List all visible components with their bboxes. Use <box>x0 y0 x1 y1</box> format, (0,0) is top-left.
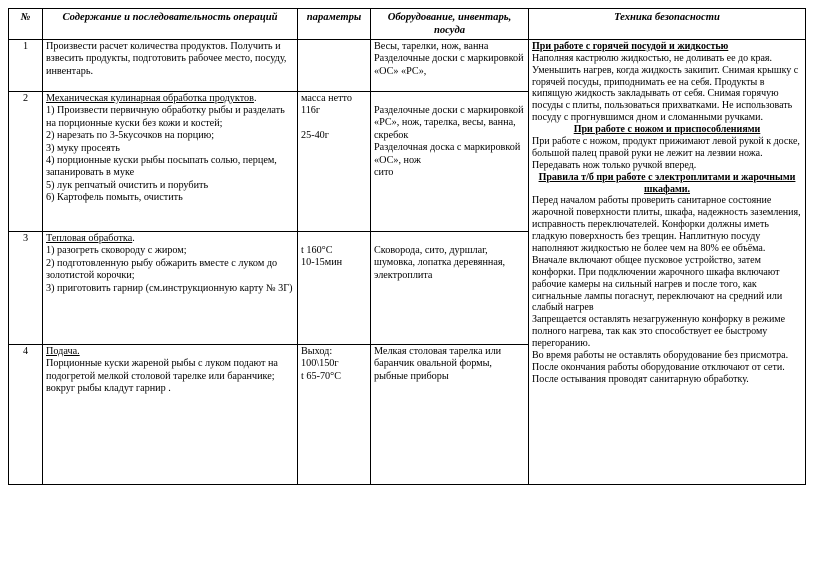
safety-hot-text: Наполняя кастрюлю жидкостью, не доливать ее до края. Уменьшить нагрев, когда жидкость закипит. Снимая крышку с горячей посуды, приподнимать ее на себя. Продукты в кипящую жидкость закладывать от себя. Снимая горячую посуды с плиты, пользоваться прихватками. Не использовать посуду с прогнувшимся дном и сломанными ручками. <box>532 52 799 124</box>
operation-line: 5) лук репчатый очистить и порубить <box>46 179 209 191</box>
safety-stove-text-2: Вначале включают общее пусковое устройство, затем конфорки. При подключении жарочного шкафа включают рабочие камеры на сильный нагрев и после того, как сигнальные лампы погаснут, переключают на средний или слабый нагрев <box>532 254 783 314</box>
parameter-line: 25-40г <box>301 129 329 141</box>
equipment-cell <box>371 91 529 231</box>
equipment-line: Сковорода, сито, дуршлаг, шумовка, лопатка деревянная, электроплита <box>374 244 506 281</box>
operation-line: 3) приготовить гарнир (см.инструкционную карту № 3Г) <box>46 282 293 294</box>
safety-knife-text: При работе с ножом, продукт прижимают левой рукой к доске, большой палец правой руки не лежит на лезвии ножа. <box>532 135 800 159</box>
parameter-line: 116г <box>301 105 321 117</box>
header-operations: Содержание и последовательность операций <box>43 9 298 40</box>
safety-stove-text-5: После окончания работы оборудование отключают от сети. После остывания проводят санитарную обработку. <box>532 361 785 385</box>
equipment-cell <box>371 344 529 484</box>
safety-cell <box>529 39 806 484</box>
parameters-cell <box>298 344 371 484</box>
row-number: 1 <box>9 39 43 91</box>
equipment-line: сито <box>374 167 394 179</box>
operations-cell: Механическая кулинарная обработка продуктов. 1) Произвести первичную обработку рыбы и разделать на порционные куски без кожи и костей; 2) нарезать по 3-5кусочков на порцию; 3) муку просеять 4) порционные куски рыбы посыпать солью, перцем, запанировать в муке 5) лук репчатый очистить и порубить 6) Картофель помыть, очистить <box>43 91 298 231</box>
equipment-cell <box>371 39 529 91</box>
operation-title: Тепловая обработка <box>46 232 133 244</box>
operation-line: 1) Произвести первичную обработку рыбы и разделать на порционные куски без кожи и костей; <box>46 105 285 129</box>
row-number: 3 <box>9 231 43 344</box>
parameters-cell <box>298 91 371 231</box>
equipment-line: Разделочные доски с маркировкой «ОС» «РС», <box>374 53 524 77</box>
header-equipment: Оборудование, инвентарь, посуда <box>371 9 529 40</box>
row-number: 2 <box>9 91 43 231</box>
parameter-line: масса нетто <box>301 92 352 104</box>
header-safety: Техника безопасности <box>529 9 806 40</box>
operation-line: 3) муку просеять <box>46 142 120 154</box>
safety-knife-text-2: Передавать нож только ручкой вперед. <box>532 159 697 171</box>
parameters-cell <box>298 231 371 344</box>
safety-stove-text: Перед началом работы проверить санитарное состояние жарочной поверхности плиты, шкафа, надежность заземления, исправность переключателей. Конфорки должны иметь гладкую поверхность без трещин. Наплитную посуду наполняют жидкостью не более чем на 80% ее объёма. <box>532 195 801 254</box>
header-parameters: параметры <box>298 9 371 40</box>
operation-line: 4) порционные куски рыбы посыпать солью, перцем, запанировать в муке <box>46 155 277 179</box>
parameter-line: Выход: <box>301 345 333 357</box>
operations-cell: Тепловая обработка. 1) разогреть сковороду с жиром; 2) подготовленную рыбу обжарить вместе с луком до золотистой корочки; 3) приготовить гарнир (см.инструкционную карту № 3Г) <box>43 231 298 344</box>
operation-line: 1) разогреть сковороду с жиром; <box>46 245 187 257</box>
operation-line: 2) подготовленную рыбу обжарить вместе с луком до золотистой корочки; <box>46 257 278 282</box>
safety-stove-title: Правила т/б при работе с электроплитами и жарочными шкафами. <box>538 171 796 195</box>
safety-knife-title: При работе с ножом и приспособлениями <box>573 124 761 136</box>
operation-line: Произвести расчет количества продуктов. Получить и взвесить продукты, подготовить рабочее место, посуду, инвентарь. <box>46 40 287 77</box>
operation-title: Подача. <box>46 345 80 357</box>
equipment-line: Разделочные доски с маркировкой «РС», нож, тарелка, весы, ванна, скребок <box>374 104 524 141</box>
header-number: № <box>9 9 43 40</box>
safety-hot-title: При работе с горячей посудой и жидкостью <box>532 40 729 52</box>
equipment-line: Весы, тарелки, нож, ванна <box>374 40 489 52</box>
operations-cell <box>43 39 298 91</box>
operation-title: Механическая кулинарная обработка продуктов <box>46 92 254 104</box>
technology-card-table <box>8 8 806 485</box>
parameter-line: t 160°С <box>301 244 333 256</box>
equipment-line: Мелкая столовая тарелка или баранчик овальной формы, рыбные приборы <box>374 345 502 382</box>
safety-stove-text-3: Запрещается оставлять незагруженную конфорку в режиме полного нагрева, так как это способствует ее быстрому перегоранию. <box>532 314 786 350</box>
safety-stove-text-4: Во время работы не оставлять оборудование без присмотра. <box>532 350 789 361</box>
table-row <box>9 39 806 91</box>
equipment-line: Разделочная доска с маркировкой «ОС», нож <box>374 142 521 166</box>
row-number: 4 <box>9 344 43 484</box>
equipment-cell <box>371 231 529 344</box>
operation-line: 6) Картофель помыть, очистить <box>46 192 183 204</box>
parameters-cell <box>298 39 371 91</box>
parameter-line: 100\150г <box>301 358 339 370</box>
operations-cell <box>43 344 298 484</box>
operation-line: 2) нарезать по 3-5кусочков на порцию; <box>46 130 215 142</box>
parameter-line: t 65-70°С <box>301 370 342 382</box>
parameter-line: 10-15мин <box>301 257 343 269</box>
operation-line: Порционные куски жареной рыбы с луком подают на подогретой мелкой столовой тарелке или баранчике; вокруг рыбы кладут гарнир . <box>46 358 278 395</box>
